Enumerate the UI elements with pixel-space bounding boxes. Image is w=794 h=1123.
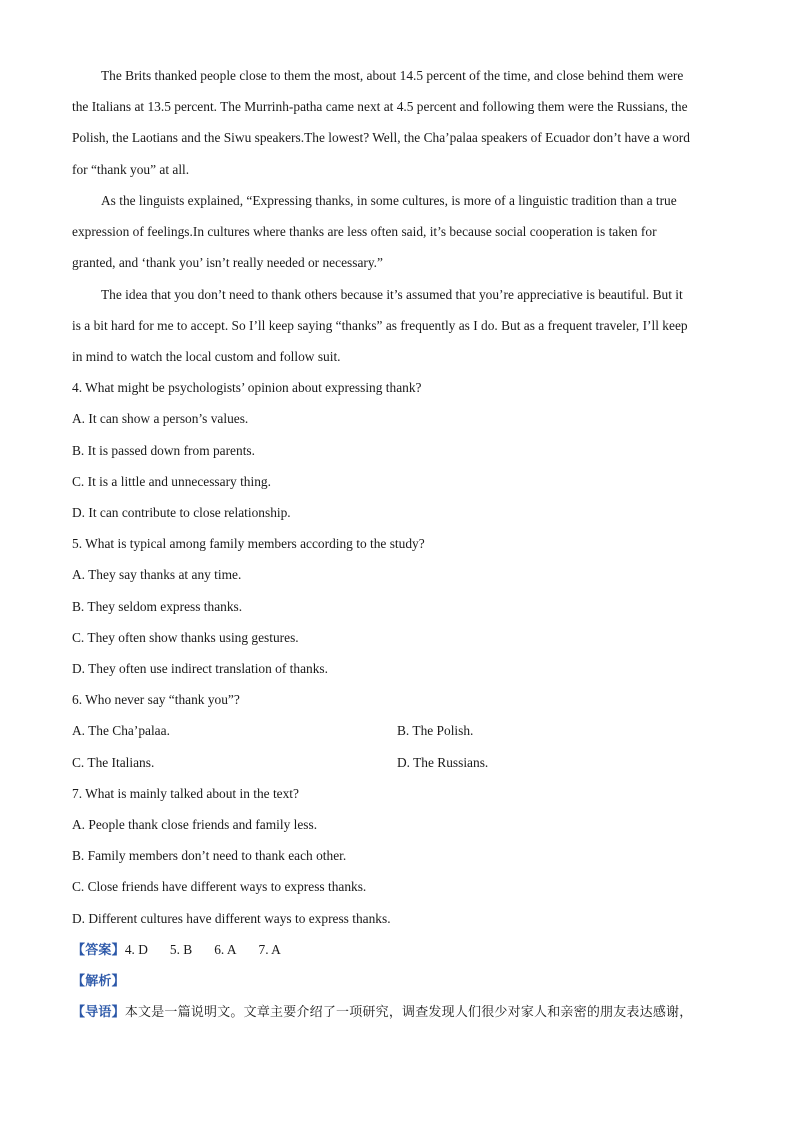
question-option: A. The Cha’palaa.	[72, 723, 170, 738]
question-option: A. They say thanks at any time.	[72, 567, 242, 582]
intro-line	[72, 1003, 692, 1022]
answer-item: 4. D	[124, 942, 148, 957]
question-option: A. People thank close friends and family less.	[72, 817, 318, 832]
question-option: C. Close friends have different ways to express thanks.	[72, 879, 367, 894]
question-option: D. They often use indirect translation of thanks.	[72, 661, 328, 676]
passage-line: The idea that you don’t need to thank others because it’s assumed that you’re appreciative is beautiful. But it	[101, 287, 683, 302]
analysis-heading	[72, 972, 125, 991]
answer-item: 6. A	[214, 942, 237, 957]
question-stem: 4. What might be psychologists’ opinion about expressing thank?	[72, 380, 422, 395]
passage-line: granted, and ‘thank you’ isn’t really needed or necessary.”	[72, 255, 383, 270]
question-option: D. The Russians.	[397, 755, 489, 770]
question-option: D. Different cultures have different ways to express thanks.	[72, 911, 391, 926]
intro-text: 本文是一篇说明文。文章主要介绍了一项研究，调查发现人们很少对家人和亲密的朋友表达感谢，	[124, 1005, 693, 1020]
question-option: A. It can show a person’s values.	[72, 411, 249, 426]
answer-item: 5. B	[169, 942, 193, 957]
question-option: B. It is passed down from parents.	[72, 443, 255, 458]
intro-label: 【导语】	[72, 1005, 125, 1020]
question-option: C. They often show thanks using gestures.	[72, 630, 299, 645]
passage-line: the Italians at 13.5 percent. The Murrinh-patha came next at 4.5 percent and following them were the Russians, the	[72, 99, 688, 114]
answer-item: 7. A	[258, 942, 281, 957]
question-stem: 6. Who never say “thank you”?	[72, 692, 240, 707]
answer-line	[72, 941, 281, 960]
question-option: B. They seldom express thanks.	[72, 599, 243, 614]
question-stem: 5. What is typical among family members according to the study?	[72, 536, 425, 551]
answer-label: 【答案】	[72, 943, 125, 958]
question-option: D. It can contribute to close relationship.	[72, 505, 291, 520]
passage-line: expression of feelings.In cultures where thanks are less often said, it’s because social cooperation is taken for	[72, 224, 657, 239]
question-option: C. The Italians.	[72, 755, 155, 770]
passage-line: for “thank you” at all.	[72, 162, 190, 177]
analysis-label: 【解析】	[72, 974, 125, 989]
question-option: B. The Polish.	[397, 723, 474, 738]
passage-line: is a bit hard for me to accept. So I’ll keep saying “thanks” as frequently as I do. But as a frequent traveler, I’ll keep	[72, 318, 688, 333]
passage-line: in mind to watch the local custom and follow suit.	[72, 349, 341, 364]
passage-line: Polish, the Laotians and the Siwu speakers.The lowest? Well, the Cha’palaa speakers of Ecuador don’t have a word	[72, 130, 690, 145]
passage-line: The Brits thanked people close to them the most, about 14.5 percent of the time, and close behind them were	[101, 68, 684, 83]
question-stem: 7. What is mainly talked about in the text?	[72, 786, 299, 801]
passage-line: As the linguists explained, “Expressing thanks, in some cultures, is more of a linguistic tradition than a true	[101, 193, 677, 208]
question-option: B. Family members don’t need to thank each other.	[72, 848, 347, 863]
question-option: C. It is a little and unnecessary thing.	[72, 474, 271, 489]
